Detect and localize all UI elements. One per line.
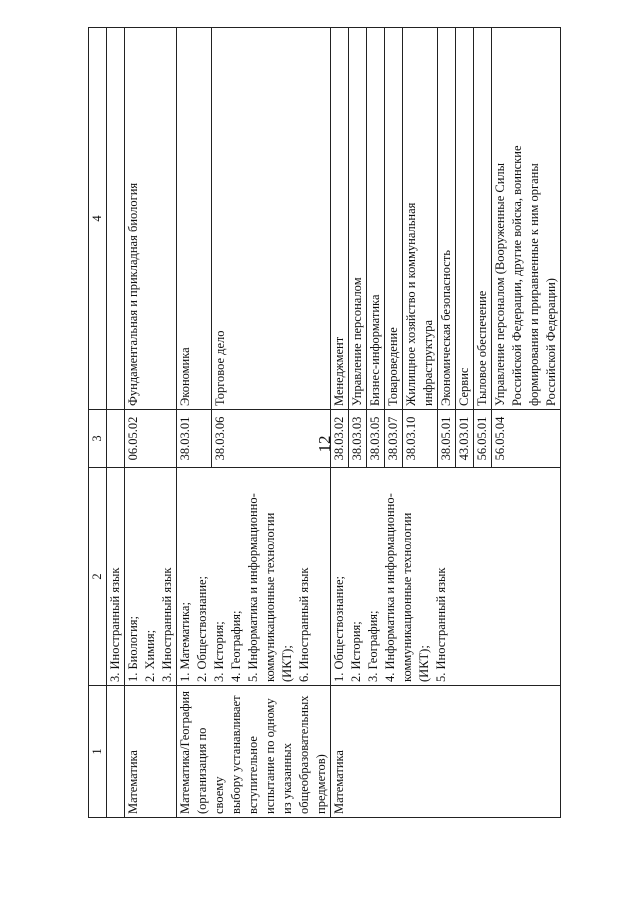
elective-exams-cell: [177, 468, 331, 686]
exam-line: коммуникационные технологии: [263, 512, 277, 682]
table-row: [331, 28, 349, 818]
column-number: 2: [89, 468, 107, 686]
exam-line: 1. Математика;: [178, 602, 192, 682]
program-code-cell: 38.03.07: [385, 410, 403, 468]
program-code-cell: 56.05.04: [492, 410, 561, 468]
program-name-cell: [403, 28, 438, 410]
table-row: [125, 28, 177, 818]
exam-line: 3. География;: [366, 610, 380, 682]
column-number: 1: [89, 686, 107, 818]
program-name-line: Бизнес-информатика: [368, 294, 382, 406]
program-name-cell: [107, 28, 125, 410]
exam-line: 4. География;: [229, 610, 243, 682]
exam-line: 3. Иностранный язык: [160, 567, 174, 682]
column-number: 4: [89, 28, 107, 410]
program-code-cell: 38.05.01: [438, 410, 456, 468]
exam-line: Математика: [126, 750, 140, 814]
program-name-cell: [177, 28, 212, 410]
exam-line: коммуникационные технологии: [400, 512, 414, 682]
program-name-cell: [212, 28, 331, 410]
program-code-cell: 38.03.01: [177, 410, 212, 468]
program-code-cell: 06.05.02: [125, 410, 177, 468]
program-code-cell: 38.03.06: [212, 410, 331, 468]
program-name-cell: [456, 28, 474, 410]
program-name-line: Управление персоналом: [350, 277, 364, 406]
program-code-cell: [107, 410, 125, 468]
required-exam-cell: [331, 686, 561, 818]
exam-line: из указанных: [280, 743, 294, 814]
exam-line: Математика: [332, 750, 346, 814]
program-name-line: формирования и приравненные к ним органы: [527, 163, 541, 406]
program-name-line: Сервис: [457, 367, 471, 406]
program-name-cell: [492, 28, 561, 410]
program-name-cell: [331, 28, 349, 410]
table-row: [107, 28, 125, 818]
program-name-cell: [367, 28, 385, 410]
program-code-cell: 38.03.05: [367, 410, 385, 468]
program-name-cell: [474, 28, 492, 410]
exam-line: 1. Обществознание;: [332, 575, 346, 682]
program-name-line: Товароведение: [386, 327, 400, 406]
exam-line: 2. История;: [349, 621, 363, 682]
exam-line: испытание по одному: [263, 698, 277, 814]
exam-line: предметов): [314, 754, 328, 814]
exam-line: 5. Информатика и информационно-: [246, 493, 260, 682]
program-name-line: Управление персоналом (Вооруженные Силы: [493, 162, 507, 406]
program-name-line: Российской Федерации, другие войска, воинские: [510, 145, 524, 406]
program-name-line: Экономика: [178, 347, 192, 406]
exam-line: 2. Химия;: [143, 629, 157, 682]
required-exam-cell: [125, 686, 177, 818]
table-row: [177, 28, 212, 818]
exam-line: общеобразовательных: [297, 695, 311, 814]
program-name-line: Российской Федерации): [544, 278, 558, 406]
program-code-cell: 43.03.01: [456, 410, 474, 468]
page-number: 12: [315, 435, 334, 453]
exam-line: вступительное: [246, 736, 260, 814]
exam-line: 4. Информатика и информационно-: [383, 493, 397, 682]
program-name-cell: [385, 28, 403, 410]
required-exam-cell: [177, 686, 331, 818]
column-number-row: [89, 28, 107, 818]
exam-line: (ИКТ);: [417, 645, 431, 682]
exam-line: 1. Биология;: [126, 616, 140, 682]
rotated-page: [88, 28, 558, 818]
program-code-cell: 56.05.01: [474, 410, 492, 468]
elective-exams-cell: [107, 468, 125, 686]
exam-line: 5. Иностранный язык: [434, 567, 448, 682]
exam-line: 3. Иностранный язык: [108, 567, 122, 682]
admission-table: [88, 27, 561, 818]
program-name-line: инфраструктура: [421, 319, 435, 406]
exam-line: выбору устанавливает: [229, 695, 243, 814]
exam-line: 2. Обществознание;: [195, 575, 209, 682]
program-code-cell: 38.03.10: [403, 410, 438, 468]
required-exam-cell: [107, 686, 125, 818]
program-code-cell: 38.03.02: [331, 410, 349, 468]
program-name-line: Жилищное хозяйство и коммунальная: [404, 202, 418, 406]
program-name-line: Экономическая безопасность: [439, 250, 453, 406]
exam-line: 3. История;: [212, 621, 226, 682]
exam-line: 6. Иностранный язык: [297, 567, 311, 682]
column-number: 3: [89, 410, 107, 468]
program-name-line: Тыловое обеспечение: [475, 290, 489, 406]
exam-line: (организация по своему: [195, 727, 226, 814]
elective-exams-cell: [125, 468, 177, 686]
program-name-line: Менеджмент: [332, 336, 346, 406]
program-name-cell: [438, 28, 456, 410]
elective-exams-cell: [331, 468, 561, 686]
program-name-cell: [125, 28, 177, 410]
program-code-cell: 38.03.03: [349, 410, 367, 468]
program-name-line: Торговое дело: [213, 330, 227, 406]
exam-line: (ИКТ);: [280, 645, 294, 682]
program-name-line: Фундаментальная и прикладная биология: [126, 182, 140, 406]
program-name-cell: [349, 28, 367, 410]
exam-line: Математика/География: [178, 691, 192, 814]
